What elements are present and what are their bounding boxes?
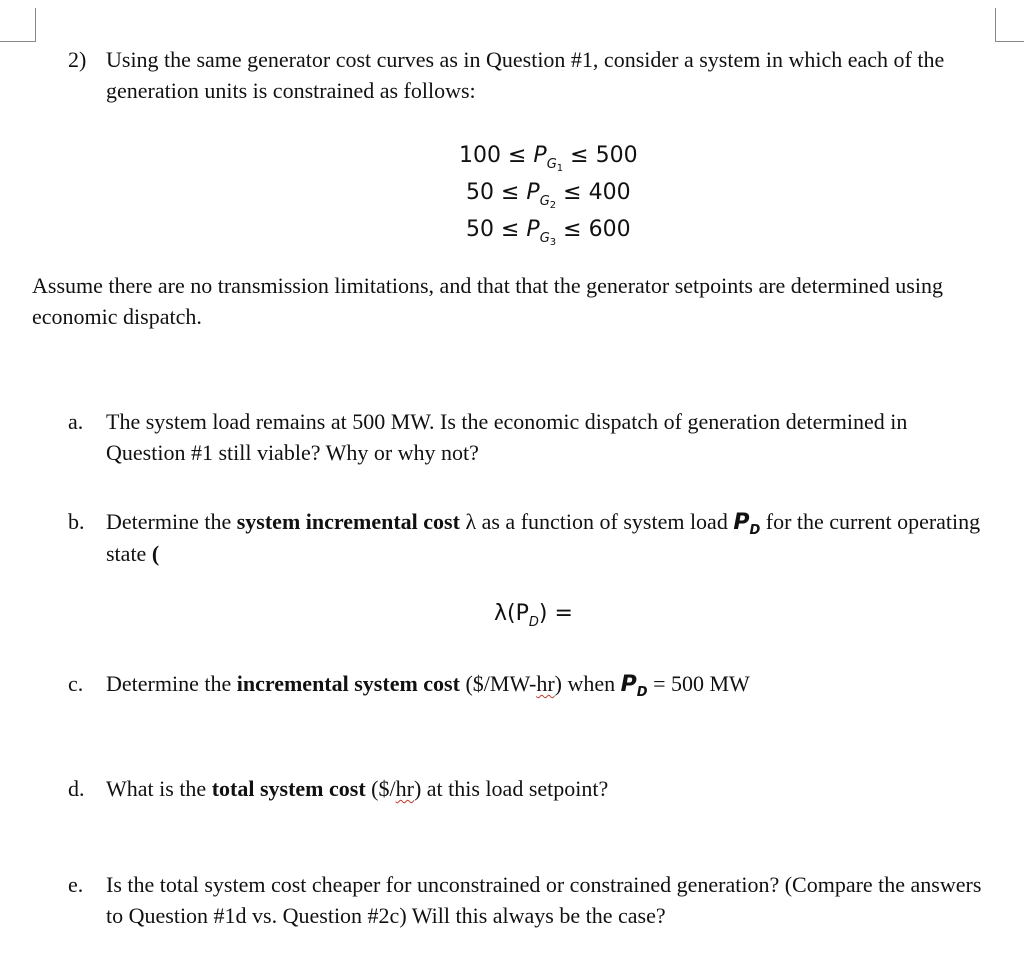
constraint-lower: 100	[459, 143, 501, 168]
bold-term: incremental system cost	[236, 671, 460, 696]
part-text-post: ) at this load setpoint?	[413, 776, 609, 801]
units-post: ) when	[554, 671, 621, 696]
var-symbol: P	[620, 672, 637, 697]
part-text	[106, 668, 986, 700]
part-text: Is the total system cost cheaper for unconstrained or constrained generation? (Compare the answers to Question #1d vs. Question #2c) Will this always be the case?	[106, 872, 982, 928]
lambda-equation	[494, 601, 573, 630]
constraint-sub-letter: G	[539, 194, 550, 209]
question-text: Using the same generator cost curves as in Question #1, consider a system in which each of the generation units is constrained as follows:	[106, 47, 945, 103]
constraint-sub-letter: G	[539, 231, 550, 246]
part-text-pre: Determine the	[106, 671, 237, 696]
part-label: c.	[68, 671, 84, 696]
constraint-sub-index: 1	[556, 163, 564, 174]
crop-mark-top-left	[0, 8, 36, 42]
part-text-pre: Determine the	[106, 509, 237, 534]
constraint-variable: P	[526, 180, 540, 205]
constraint-variable: P	[533, 143, 547, 168]
constraint-lower: 50	[466, 180, 494, 205]
part-label: b.	[68, 509, 85, 534]
constraint-sub-index: 2	[549, 200, 557, 211]
var-subscript: D	[636, 685, 648, 700]
part-text	[106, 506, 986, 569]
part-text-mid: λ as a function of system load	[459, 509, 734, 534]
constraint-lower: 50	[466, 217, 494, 242]
constraint-variable: P	[526, 217, 540, 242]
part-label: e.	[68, 872, 84, 897]
load-variable	[620, 672, 648, 700]
part-text	[106, 773, 986, 804]
constraint-upper: 400	[588, 180, 631, 205]
units-pre: ($/MW-	[459, 671, 537, 696]
crop-mark-top-right	[995, 8, 1024, 42]
part-label: a.	[68, 409, 84, 434]
bold-term: system incremental cost	[236, 509, 460, 534]
constraint-upper: 600	[588, 217, 631, 242]
spellcheck-word: hr	[536, 671, 555, 696]
load-variable	[733, 510, 761, 538]
equation-end: ) =	[538, 601, 573, 626]
part-text-post: for the current operating state	[106, 509, 981, 566]
part-text-pre: What is the	[106, 776, 212, 801]
assumption-text: Assume there are no transmission limitations, and that that the generator setpoints are determined using economic dispatch.	[32, 273, 943, 329]
constraint-g3: $50 \le P_{G_3} \le 600$	[466, 217, 631, 248]
constraint-sub-letter: G	[546, 157, 557, 172]
load-value: = 500 MW	[647, 671, 750, 696]
var-symbol: P	[733, 510, 750, 535]
constraint-upper: 500	[595, 143, 638, 168]
constraint-g2: $50 \le P_{G_2} \le 400$	[466, 180, 631, 211]
question-number: 2)	[68, 47, 87, 72]
equation-start: λ(P	[494, 601, 529, 626]
equation-subscript: D	[528, 615, 539, 630]
var-subscript: D	[749, 523, 761, 538]
part-label: d.	[68, 776, 85, 801]
open-paren: (	[151, 541, 160, 566]
units-pre: ($/	[365, 776, 396, 801]
part-text: The system load remains at 500 MW. Is the economic dispatch of generation determined in Question #1 still viable? Why or why not?	[106, 409, 908, 465]
bold-term: total system cost	[211, 776, 366, 801]
constraint-sub-index: 3	[549, 237, 557, 248]
spellcheck-word: hr	[395, 776, 414, 801]
constraint-g1: $100 \le P_{G_1} \le 500$	[459, 143, 638, 174]
